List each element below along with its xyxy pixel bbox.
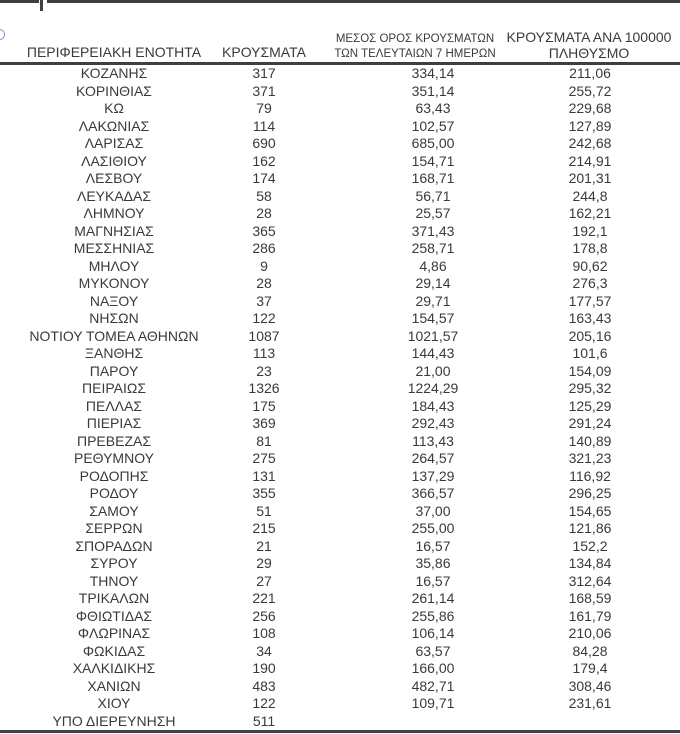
- per100k-cell: 116,92: [569, 467, 611, 484]
- region-cell: ΤΡΙΚΑΛΩΝ: [78, 590, 150, 606]
- cases-cell: 79: [256, 100, 272, 116]
- per100k-cell: 312,64: [568, 572, 612, 589]
- table-row: [0, 590, 680, 608]
- table-row: [0, 328, 680, 346]
- table-row: [0, 153, 680, 171]
- region-cell: ΠΙΕΡΙΑΣ: [86, 415, 142, 431]
- region-cell: ΡΟΔΟΥ: [89, 485, 139, 501]
- table-row: [0, 520, 680, 538]
- avg7-cell: 264,57: [411, 450, 455, 466]
- circle-fragment-icon: [0, 29, 5, 40]
- table-row: [0, 713, 680, 731]
- table-row: [0, 188, 680, 206]
- per100k-cell: 134,84: [568, 555, 612, 571]
- table-row: [0, 643, 680, 661]
- per100k-cell: 162,21: [568, 205, 612, 221]
- per100k-cell: 177,57: [568, 292, 612, 309]
- cases-cell: 113: [252, 345, 276, 361]
- col-header-per100k-line2: ΠΛΗΘΥΣΜΟ: [548, 45, 630, 61]
- cases-cell: 21: [256, 537, 272, 554]
- per100k-cell: 308,46: [568, 677, 612, 694]
- table-row: [0, 660, 680, 678]
- per100k-cell: 210,06: [568, 625, 612, 641]
- cases-cell: 275: [252, 450, 276, 466]
- per100k-cell: 242,68: [568, 135, 612, 151]
- per100k-cell: 192,1: [572, 222, 608, 239]
- region-cell: ΣΥΡΟΥ: [90, 555, 138, 571]
- cases-cell: 690: [252, 135, 276, 151]
- region-cell: ΧΙΟΥ: [97, 695, 131, 711]
- table-row: [0, 293, 680, 311]
- region-cell: ΥΠΟ ΔΙΕΡΕΥΝΗΣΗ: [52, 712, 176, 729]
- avg7-cell: 334,14: [411, 65, 455, 81]
- avg7-cell: 29,14: [415, 275, 451, 291]
- table-row: [0, 65, 680, 83]
- region-cell: ΝΗΣΩΝ: [89, 310, 139, 326]
- table-row: [0, 555, 680, 573]
- avg7-cell: 255,86: [411, 607, 455, 624]
- top-border-tick: [40, 0, 43, 11]
- table-row: [0, 468, 680, 486]
- region-cell: ΧΑΛΚΙΔΙΚΗΣ: [72, 660, 156, 676]
- region-cell: ΡΕΘΥΜΝΟΥ: [73, 450, 154, 466]
- avg7-cell: 154,57: [411, 310, 455, 326]
- per100k-cell: 161,79: [568, 607, 612, 624]
- table-row: [0, 608, 680, 626]
- cases-cell: 28: [256, 275, 272, 291]
- region-cell: ΛΗΜΝΟΥ: [83, 205, 145, 221]
- avg7-cell: 351,14: [411, 82, 455, 99]
- table-row: [0, 223, 680, 241]
- avg7-cell: 184,43: [411, 397, 455, 414]
- table-row: [0, 258, 680, 276]
- avg7-cell: 166,00: [411, 660, 455, 676]
- table-row: [0, 310, 680, 328]
- avg7-cell: 37,00: [415, 502, 451, 519]
- per100k-cell: 163,43: [568, 310, 612, 326]
- avg7-cell: 255,00: [411, 520, 455, 536]
- avg7-cell: 1021,57: [407, 327, 459, 344]
- col-header-per100k-line1: ΚΡΟΥΣΜΑΤΑ ΑΝΑ 100000: [506, 29, 672, 45]
- table-row: [0, 83, 680, 101]
- per100k-cell: 229,68: [568, 100, 612, 116]
- table-row: [0, 678, 680, 696]
- per100k-cell: 291,24: [568, 415, 612, 431]
- col-header-avg7-line2: ΤΩΝ ΤΕΛΕΥΤΑΙΩΝ 7 ΗΜΕΡΩΝ: [334, 48, 496, 60]
- cases-cell: 365: [252, 222, 276, 239]
- avg7-cell: 16,57: [415, 537, 451, 554]
- region-cell: ΠΕΛΛΑΣ: [85, 397, 143, 414]
- region-cell: ΛΕΣΒΟΥ: [85, 170, 143, 186]
- table-row: [0, 625, 680, 643]
- per100k-cell: 90,62: [572, 257, 608, 274]
- region-cell: ΛΑΡΙΣΑΣ: [84, 135, 144, 151]
- table-row: [0, 398, 680, 416]
- per100k-cell: 154,65: [568, 502, 612, 519]
- table-body: [0, 65, 680, 730]
- per100k-cell: 101,6: [572, 345, 608, 361]
- cases-cell: 1087: [248, 327, 280, 344]
- col-header-cases: ΚΡΟΥΣΜΑΤΑ: [222, 44, 306, 60]
- table-row: [0, 275, 680, 293]
- region-cell: ΛΑΣΙΘΙΟΥ: [81, 152, 147, 169]
- cases-cell: 317: [252, 65, 276, 81]
- table-row: [0, 170, 680, 188]
- per100k-cell: 201,31: [568, 170, 612, 186]
- cases-cell: 122: [252, 695, 276, 711]
- per100k-cell: 231,61: [568, 695, 612, 711]
- per100k-cell: 276,3: [572, 275, 608, 291]
- region-cell: ΠΕΙΡΑΙΩΣ: [82, 380, 146, 396]
- top-border-line-left: [0, 0, 39, 3]
- region-cell: ΚΩ: [104, 100, 124, 116]
- cases-cell: 28: [256, 205, 272, 221]
- per100k-cell: 205,16: [568, 327, 612, 344]
- table-row: [0, 573, 680, 591]
- avg7-cell: 371,43: [411, 222, 455, 239]
- top-border-line-right: [47, 0, 680, 3]
- table-row: [0, 538, 680, 556]
- cases-cell: 29: [256, 555, 272, 571]
- avg7-cell: 29,71: [415, 292, 451, 309]
- cases-cell: 190: [252, 660, 276, 676]
- region-cell: ΜΥΚΟΝΟΥ: [78, 275, 150, 291]
- per100k-cell: 179,4: [572, 660, 608, 676]
- avg7-cell: 16,57: [415, 572, 451, 589]
- cases-cell: 256: [252, 607, 276, 624]
- region-cell: ΝΑΞΟΥ: [89, 292, 139, 309]
- region-cell: ΠΑΡΟΥ: [89, 362, 139, 379]
- region-cell: ΜΑΓΝΗΣΙΑΣ: [74, 222, 154, 239]
- avg7-cell: 102,57: [411, 117, 455, 134]
- per100k-cell: 127,89: [568, 117, 612, 134]
- table-row: [0, 240, 680, 258]
- table-row: [0, 415, 680, 433]
- avg7-cell: 63,43: [415, 100, 451, 116]
- region-cell: ΦΩΚΙΔΑΣ: [82, 642, 146, 659]
- per100k-cell: 140,89: [568, 432, 612, 449]
- cases-cell: 483: [252, 677, 276, 694]
- cases-cell: 108: [252, 625, 276, 641]
- region-cell: ΦΛΩΡΙΝΑΣ: [77, 625, 151, 641]
- per100k-cell: 321,23: [568, 450, 612, 466]
- avg7-cell: 56,71: [415, 187, 451, 204]
- avg7-cell: 482,71: [411, 677, 455, 694]
- avg7-cell: 144,43: [411, 345, 455, 361]
- cases-cell: 355: [252, 485, 276, 501]
- cases-cell: 369: [252, 415, 276, 431]
- cases-cell: 23: [256, 362, 272, 379]
- cases-cell: 37: [256, 292, 272, 309]
- cases-cell: 58: [256, 187, 272, 204]
- per100k-cell: 255,72: [568, 82, 612, 99]
- table-row: [0, 118, 680, 136]
- cases-cell: 131: [252, 467, 276, 484]
- cases-cell: 81: [256, 432, 272, 449]
- bottom-border-line: [0, 730, 680, 733]
- region-cell: ΚΟΖΑΝΗΣ: [80, 65, 148, 81]
- avg7-cell: 366,57: [411, 485, 455, 501]
- region-cell: ΜΕΣΣΗΝΙΑΣ: [73, 240, 155, 256]
- avg7-cell: 685,00: [411, 135, 455, 151]
- avg7-cell: 25,57: [415, 205, 451, 221]
- per100k-cell: 84,28: [572, 642, 608, 659]
- avg7-cell: 292,43: [411, 415, 455, 431]
- table-row: [0, 450, 680, 468]
- avg7-cell: 168,71: [411, 170, 455, 186]
- per100k-cell: 121,86: [568, 520, 612, 536]
- avg7-cell: 63,57: [415, 642, 451, 659]
- col-header-region: ΠΕΡΙΦΕΡΕΙΑΚΗ ΕΝΟΤΗΤΑ: [26, 44, 202, 60]
- cases-cell: 27: [256, 572, 272, 589]
- avg7-cell: 154,71: [411, 152, 455, 169]
- per100k-cell: 296,25: [568, 485, 612, 501]
- per100k-cell: 295,32: [568, 380, 612, 396]
- avg7-cell: 109,71: [411, 695, 455, 711]
- cases-cell: 511: [252, 712, 276, 729]
- region-cell: ΦΘΙΩΤΙΔΑΣ: [75, 607, 153, 624]
- table-row: [0, 345, 680, 363]
- region-cell: ΧΑΝΙΩΝ: [87, 677, 141, 694]
- region-cell: ΡΟΔΟΠΗΣ: [79, 467, 149, 484]
- table-row: [0, 100, 680, 118]
- cases-cell: 221: [252, 590, 276, 606]
- avg7-cell: 106,14: [411, 625, 455, 641]
- cases-cell: 122: [252, 310, 276, 326]
- cases-cell: 34: [256, 642, 272, 659]
- cases-cell: 215: [252, 520, 276, 536]
- region-cell: ΞΑΝΘΗΣ: [84, 345, 144, 361]
- cases-cell: 175: [252, 397, 276, 414]
- cases-cell: 162: [252, 152, 276, 169]
- table-row: [0, 205, 680, 223]
- table-row: [0, 135, 680, 153]
- per100k-cell: 154,09: [568, 362, 612, 379]
- table-row: [0, 485, 680, 503]
- avg7-cell: 21,00: [415, 362, 451, 379]
- cases-cell: 51: [256, 502, 272, 519]
- per100k-cell: 211,06: [569, 65, 611, 81]
- cases-cell: 9: [260, 257, 268, 274]
- region-cell: ΠΡΕΒΕΖΑΣ: [76, 432, 151, 449]
- per100k-cell: 125,29: [568, 397, 612, 414]
- avg7-cell: 1224,29: [407, 380, 459, 396]
- avg7-cell: 137,29: [411, 467, 455, 484]
- region-cell: ΣΑΜΟΥ: [89, 502, 139, 519]
- table-row: [0, 380, 680, 398]
- region-cell: ΣΕΡΡΩΝ: [85, 520, 143, 536]
- col-header-avg7-line1: ΜΕΣΟΣ ΟΡΟΣ ΚΡΟΥΣΜΑΤΩΝ: [335, 33, 495, 45]
- cases-cell: 1326: [248, 380, 280, 396]
- table-row: [0, 503, 680, 521]
- table-row: [0, 695, 680, 713]
- region-cell: ΝΟΤΙΟΥ ΤΟΜΕΑ ΑΘΗΝΩΝ: [29, 327, 199, 344]
- cases-cell: 174: [252, 170, 276, 186]
- table-row: [0, 363, 680, 381]
- region-cell: ΚΟΡΙΝΘΙΑΣ: [76, 82, 152, 99]
- avg7-cell: 258,71: [411, 240, 455, 256]
- region-cell: ΛΕΥΚΑΔΑΣ: [76, 187, 152, 204]
- per100k-cell: 244,8: [572, 187, 608, 204]
- per100k-cell: 168,59: [568, 590, 612, 606]
- avg7-cell: 35,86: [415, 555, 451, 571]
- avg7-cell: 4,86: [419, 257, 447, 274]
- avg7-cell: 261,14: [411, 590, 455, 606]
- table-row: [0, 433, 680, 451]
- region-cell: ΛΑΚΩΝΙΑΣ: [78, 117, 150, 134]
- avg7-cell: 113,43: [412, 432, 454, 449]
- region-cell: ΤΗΝΟΥ: [89, 572, 139, 589]
- cases-cell: 114: [252, 117, 276, 134]
- per100k-cell: 214,91: [568, 152, 612, 169]
- per100k-cell: 152,2: [572, 537, 608, 554]
- region-cell: ΜΗΛΟΥ: [88, 257, 140, 274]
- per100k-cell: 178,8: [572, 240, 608, 256]
- cases-cell: 286: [252, 240, 276, 256]
- region-cell: ΣΠΟΡΑΔΩΝ: [75, 537, 153, 554]
- cases-cell: 371: [252, 82, 276, 99]
